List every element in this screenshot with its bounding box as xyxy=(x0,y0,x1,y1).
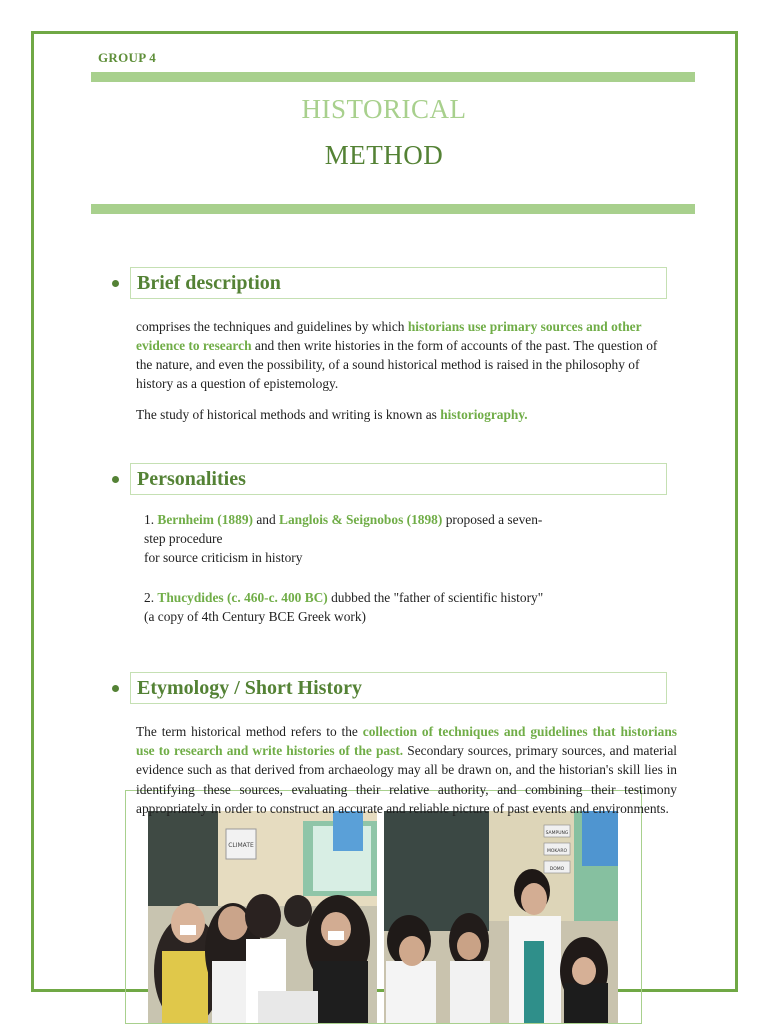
section-personalities xyxy=(112,463,667,495)
section-heading: Etymology / Short History xyxy=(130,672,667,704)
bullet-icon xyxy=(112,476,119,483)
photo-collage xyxy=(125,790,642,1024)
classroom-photo-left xyxy=(148,811,377,1024)
historiography-highlight: historiography. xyxy=(440,407,528,422)
right-sign-3: DOMO xyxy=(549,867,565,872)
personality-name: Thucydides (c. 460-c. 400 BC) xyxy=(157,590,328,605)
title-method: METHOD xyxy=(324,140,444,170)
top-divider xyxy=(91,72,695,82)
left-sign-text: CLIMATE xyxy=(228,842,254,849)
group-label: GROUP 4 xyxy=(98,50,157,65)
personality-name: Langlois & Seignobos (1898) xyxy=(279,512,443,527)
classroom-photo-right xyxy=(384,811,618,1024)
connector-text: and xyxy=(252,512,280,527)
list-number: 1. xyxy=(144,512,158,527)
list-number: 2. xyxy=(144,590,158,605)
brief-text-rest: and then write histories in the form of accounts of the past. The question of the nature, and even the possibility, of a sound historical method is raised in the philosophy of history as a question of epistemology. xyxy=(136,338,658,391)
personality-item-1 xyxy=(144,510,674,567)
bottom-divider xyxy=(91,204,695,214)
personality-name: Bernheim (1889) xyxy=(157,512,253,527)
historiography-paragraph xyxy=(136,405,666,424)
section-heading: Personalities xyxy=(130,463,667,495)
section-heading: Brief description xyxy=(130,267,667,299)
section-etymology xyxy=(112,672,667,704)
title-historical: HISTORICAL xyxy=(301,94,467,124)
personality-description: proposed a seven- xyxy=(442,512,543,527)
section-brief-description xyxy=(112,267,667,299)
historiography-text: The study of historical methods and writing is known as xyxy=(136,407,441,422)
right-sign-2: MOKARO xyxy=(546,849,568,854)
etymology-text-rest: Secondary sources, primary sources, and material evidence such as that derived from archaeology may all be drawn on, and the historian's skill lies in identifying these sources, evaluating their relative authority, and combining their testimony appropriately in order to construct an accurate and reliable picture of past events and environments. xyxy=(136,743,677,816)
brief-highlight: historians use primary sources and other evidence to research xyxy=(136,319,642,353)
personality-description-line2: step procedure xyxy=(144,531,223,546)
personality-description-line2: (a copy of 4th Century BCE Greek work) xyxy=(144,609,367,624)
etymology-text: The term historical method refers to the xyxy=(136,724,363,739)
right-sign-1: SAMPUNG xyxy=(545,831,569,836)
personality-description-line3: for source criticism in history xyxy=(144,550,303,565)
personality-description: dubbed the "father of scientific history" xyxy=(327,590,544,605)
brief-text: comprises the techniques and guidelines by which xyxy=(136,319,408,334)
bullet-icon xyxy=(112,685,119,692)
bullet-icon xyxy=(112,280,119,287)
brief-paragraph xyxy=(136,317,666,393)
etymology-highlight: collection of techniques and guidelines that historians use to research and write histories of the past. xyxy=(136,724,677,759)
personality-item-2 xyxy=(144,588,674,626)
etymology-paragraph xyxy=(136,722,677,818)
